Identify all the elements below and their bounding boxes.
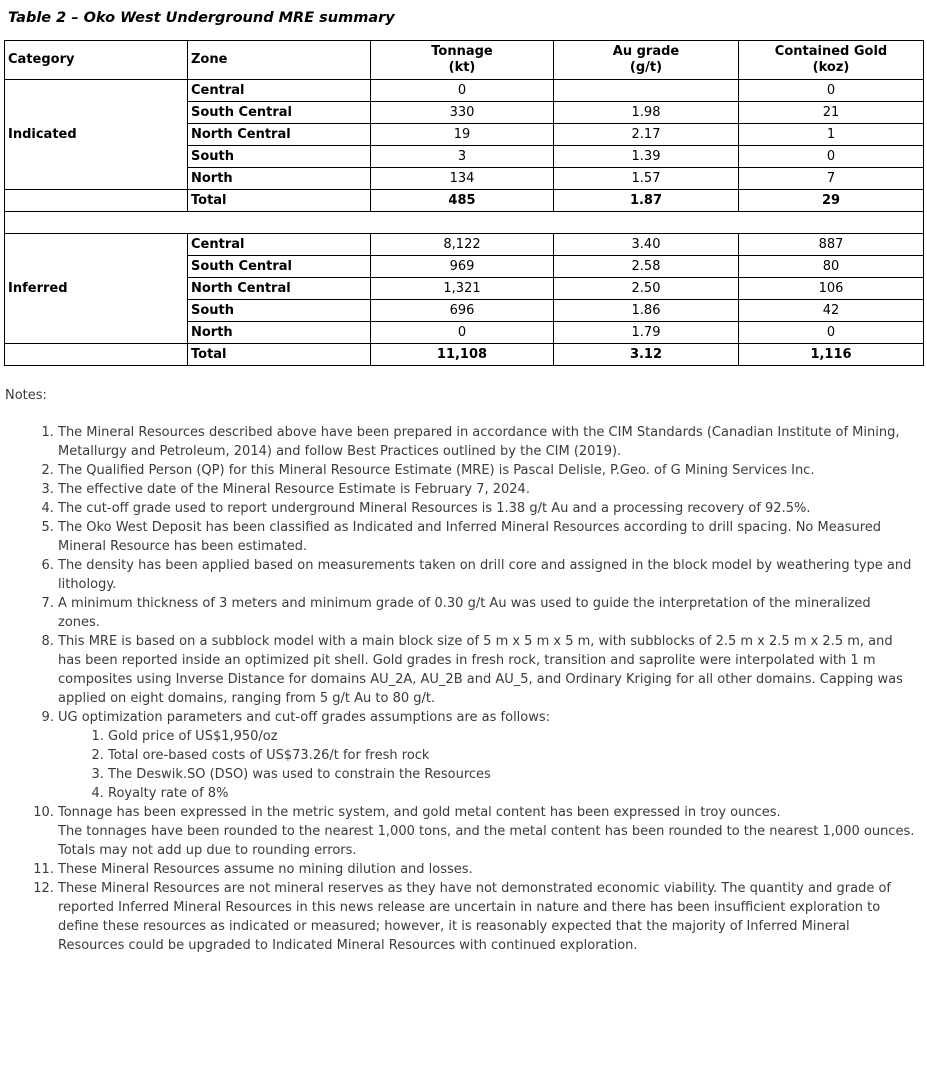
- column-header-label: Tonnage: [431, 44, 493, 59]
- note-item-11: [58, 860, 915, 879]
- column-header-label: Category: [8, 52, 75, 67]
- tonnage-cell: 696: [371, 300, 554, 322]
- note-text: The density has been applied based on measurements taken on drill core and assigned in the block model by weathering type and lithology.: [58, 558, 912, 592]
- zone-cell: Central: [188, 80, 371, 102]
- tonnage-cell: 969: [371, 256, 554, 278]
- grade-cell: 1.57: [554, 168, 739, 190]
- grade-cell: 2.50: [554, 278, 739, 300]
- notes-list: [0, 423, 927, 955]
- tonnage-cell: 485: [371, 190, 554, 212]
- note-extra-text: The tonnages have been rounded to the nearest 1,000 tons, and the metal content has been rounded to the nearest 1,000 ounces. Totals may not add up due to rounding errors.: [58, 824, 915, 858]
- notes-heading: Notes:: [5, 388, 47, 403]
- note-item-8: [58, 632, 915, 708]
- mre-summary-table: [4, 40, 924, 366]
- note-text: UG optimization parameters and cut-off grades assumptions are as follows:: [58, 710, 551, 725]
- category-cell-empty: [5, 344, 188, 366]
- column-header-unit: (g/t): [629, 60, 663, 75]
- section-spacer-row: [5, 212, 924, 234]
- category-cell-empty: [5, 190, 188, 212]
- tonnage-cell: 330: [371, 102, 554, 124]
- zone-cell: Central: [188, 234, 371, 256]
- note-item-5: [58, 518, 915, 556]
- gold-cell: 29: [739, 190, 924, 212]
- gold-cell: 21: [739, 102, 924, 124]
- table-row-inferred-central: [5, 234, 924, 256]
- tonnage-cell: 134: [371, 168, 554, 190]
- zone-cell: North Central: [188, 124, 371, 146]
- gold-cell: 1: [739, 124, 924, 146]
- note-item-9: [58, 708, 915, 803]
- mre-table-header-row: [5, 41, 924, 80]
- zone-cell: South: [188, 146, 371, 168]
- note-sub-item-4: 4. Royalty rate of 8%: [108, 784, 915, 803]
- gold-cell: 0: [739, 322, 924, 344]
- category-cell-indicated: Indicated: [5, 80, 188, 190]
- gold-cell: 0: [739, 80, 924, 102]
- tonnage-cell: 11,108: [371, 344, 554, 366]
- note-text: The Qualified Person (QP) for this Mineral Resource Estimate (MRE) is Pascal Delisle, P.Geo. of G Mining Services Inc.: [58, 463, 815, 478]
- note-sub-item-3: 3. The Deswik.SO (DSO) was used to constrain the Resources: [108, 765, 915, 784]
- tonnage-cell: 19: [371, 124, 554, 146]
- note-text: Tonnage has been expressed in the metric system, and gold metal content has been expressed in troy ounces.: [58, 805, 781, 820]
- note-item-10: [58, 803, 915, 860]
- zone-cell: South: [188, 300, 371, 322]
- category-cell-inferred: Inferred: [5, 234, 188, 344]
- zone-cell: North: [188, 322, 371, 344]
- note-text: The Oko West Deposit has been classified as Indicated and Inferred Mineral Resources according to drill spacing. No Measured Mineral Resource has been estimated.: [58, 520, 882, 554]
- column-header-label: Zone: [191, 52, 228, 67]
- page-title: Table 2 – Oko West Underground MRE summary: [8, 10, 395, 26]
- note-text: The Mineral Resources described above have been prepared in accordance with the CIM Standards (Canadian Institute of Mining, Metallurgy and Petroleum, 2014) and follow Best Practices outlined by the CIM (2019).: [58, 425, 900, 459]
- grade-cell: [554, 80, 739, 102]
- tonnage-cell: 1,321: [371, 278, 554, 300]
- note-item-12: [58, 879, 915, 955]
- tonnage-cell: 3: [371, 146, 554, 168]
- zone-cell: North Central: [188, 278, 371, 300]
- grade-cell: 3.12: [554, 344, 739, 366]
- spacer-cell: [5, 212, 924, 234]
- note-text: These Mineral Resources are not mineral reserves as they have not demonstrated economic viability. The quantity and grade of reported Inferred Mineral Resources in this news release are uncertain in nature and there has been insufficient exploration to define these resources as indicated or measured; however, it is reasonably expected that the majority of Inferred Mineral Resources could be upgraded to Indicated Mineral Resources with continued exploration.: [58, 881, 892, 953]
- grade-cell: 2.58: [554, 256, 739, 278]
- note-text: These Mineral Resources assume no mining dilution and losses.: [58, 862, 473, 877]
- note-text: A minimum thickness of 3 meters and minimum grade of 0.30 g/t Au was used to guide the interpretation of the mineralized zones.: [58, 596, 871, 630]
- gold-cell: 7: [739, 168, 924, 190]
- note-item-1: [58, 423, 915, 461]
- gold-cell: 106: [739, 278, 924, 300]
- note-text: This MRE is based on a subblock model with a main block size of 5 m x 5 m x 5 m, with subblocks of 2.5 m x 2.5 m x 2.5 m, and has been reported inside an optimized pit shell. Gold grades in fresh rock, transition and saprolite were interpolated with 1 m composites using Inverse Distance for domains AU_2A, AU_2B and AU_5, and Ordinary Kriging for all other domains. Capping was applied on eight domains, ranging from 5 g/t Au to 80 g/t.: [58, 634, 903, 706]
- total-row-indicated: [5, 190, 924, 212]
- note-item-7: [58, 594, 915, 632]
- zone-cell: South Central: [188, 102, 371, 124]
- gold-cell: 0: [739, 146, 924, 168]
- grade-cell: 1.87: [554, 190, 739, 212]
- zone-cell: North: [188, 168, 371, 190]
- column-header-label: Au grade: [612, 44, 680, 59]
- note-item-4: [58, 499, 915, 518]
- note-item-6: [58, 556, 915, 594]
- note-item-2: [58, 461, 915, 480]
- gold-cell: 42: [739, 300, 924, 322]
- zone-cell: Total: [188, 344, 371, 366]
- tonnage-cell: 8,122: [371, 234, 554, 256]
- gold-cell: 80: [739, 256, 924, 278]
- grade-cell: 1.79: [554, 322, 739, 344]
- gold-cell: 887: [739, 234, 924, 256]
- note-text: The effective date of the Mineral Resource Estimate is February 7, 2024.: [58, 482, 530, 497]
- note-sub-item-1: 1. Gold price of US$1,950/oz: [108, 727, 915, 746]
- total-row-inferred: [5, 344, 924, 366]
- column-header-unit: (koz): [812, 60, 850, 75]
- column-header-zone: [188, 41, 371, 80]
- note-sub-item-2: 2. Total ore-based costs of US$73.26/t for fresh rock: [108, 746, 915, 765]
- grade-cell: 1.39: [554, 146, 739, 168]
- grade-cell: 2.17: [554, 124, 739, 146]
- column-header-category: [5, 41, 188, 80]
- note-sub-list: [58, 727, 915, 803]
- grade-cell: 1.98: [554, 102, 739, 124]
- column-header-contained-gold: [739, 41, 924, 80]
- column-header-unit: (kt): [448, 60, 476, 75]
- table-row-indicated-central: [5, 80, 924, 102]
- tonnage-cell: 0: [371, 80, 554, 102]
- zone-cell: South Central: [188, 256, 371, 278]
- zone-cell: Total: [188, 190, 371, 212]
- mre-table-body: [5, 80, 924, 366]
- column-header-au-grade: [554, 41, 739, 80]
- gold-cell: 1,116: [739, 344, 924, 366]
- column-header-label: Contained Gold: [774, 44, 888, 59]
- column-header-tonnage: [371, 41, 554, 80]
- note-item-3: [58, 480, 915, 499]
- note-text: The cut-off grade used to report underground Mineral Resources is 1.38 g/t Au and a processing recovery of 92.5%.: [58, 501, 811, 516]
- grade-cell: 1.86: [554, 300, 739, 322]
- tonnage-cell: 0: [371, 322, 554, 344]
- grade-cell: 3.40: [554, 234, 739, 256]
